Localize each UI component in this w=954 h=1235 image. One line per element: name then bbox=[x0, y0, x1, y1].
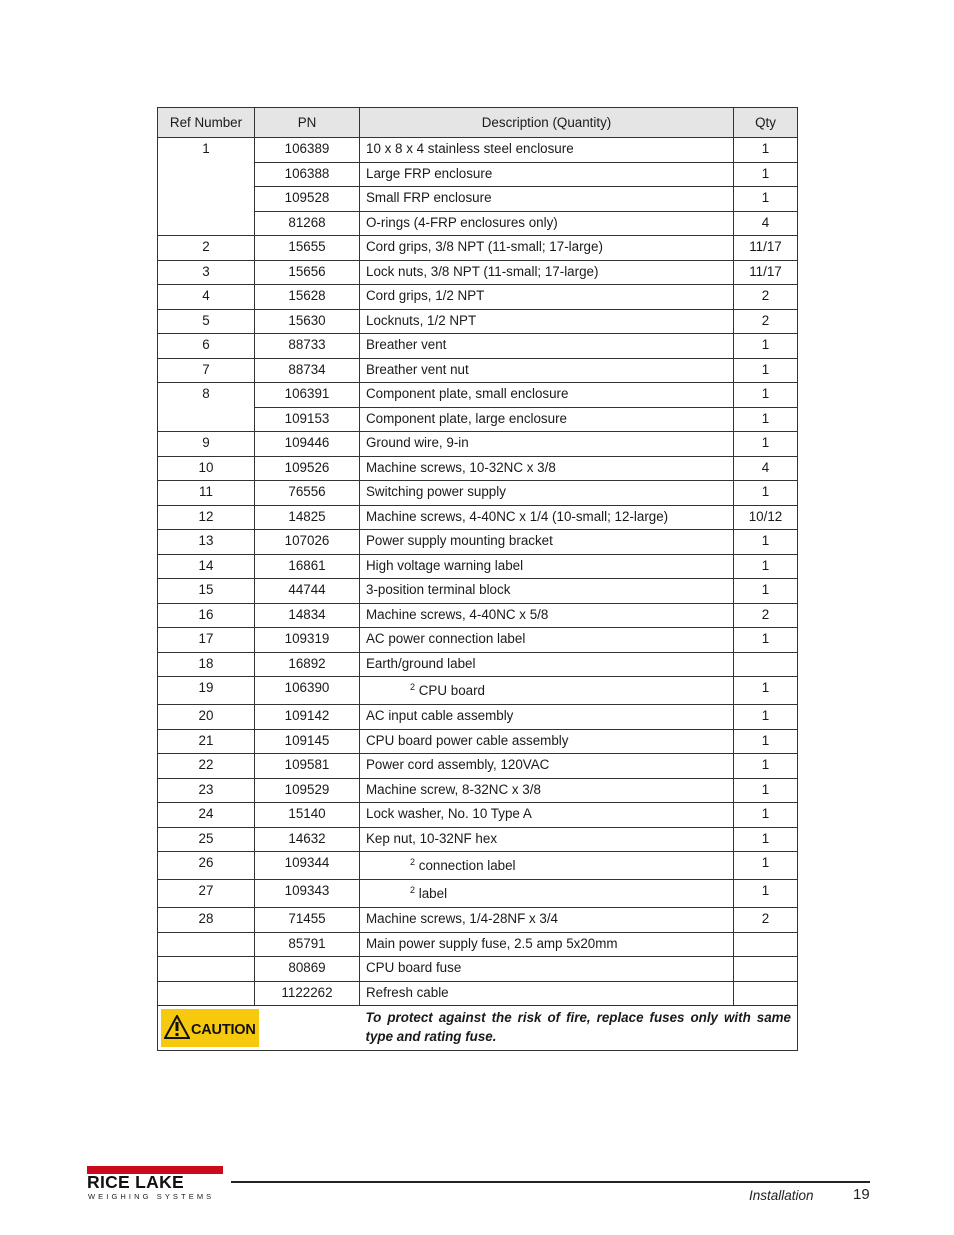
table-row bbox=[158, 880, 798, 908]
cell-ref: 22 bbox=[158, 754, 255, 779]
cell-qty: 10/12 bbox=[734, 505, 798, 530]
cell-pn: 109153 bbox=[255, 407, 360, 432]
cell-ref: 3 bbox=[158, 260, 255, 285]
cell-ref: 4 bbox=[158, 285, 255, 310]
cell-qty: 2 bbox=[734, 908, 798, 933]
cell-qty: 1 bbox=[734, 162, 798, 187]
cell-desc: O-rings (4-FRP enclosures only) bbox=[360, 211, 734, 236]
caution-label: CAUTION bbox=[191, 1022, 256, 1038]
footer-section-title: Installation bbox=[749, 1188, 814, 1203]
cell-qty: 11/17 bbox=[734, 260, 798, 285]
cell-pn: 1122262 bbox=[255, 981, 360, 1006]
table-row bbox=[158, 383, 798, 408]
cell-ref bbox=[158, 957, 255, 982]
table-row bbox=[158, 628, 798, 653]
cell-desc: Machine screws, 1/4-28NF x 3/4 bbox=[360, 908, 734, 933]
table-row bbox=[158, 908, 798, 933]
cell-ref: 24 bbox=[158, 803, 255, 828]
cell-desc: Main power supply fuse, 2.5 amp 5x20mm bbox=[360, 932, 734, 957]
cell-desc: CPU board power cable assembly bbox=[360, 729, 734, 754]
cell-ref: 14 bbox=[158, 554, 255, 579]
cell-pn: 109526 bbox=[255, 456, 360, 481]
cell-pn: 15140 bbox=[255, 803, 360, 828]
table-row bbox=[158, 309, 798, 334]
cell-ref bbox=[158, 211, 255, 236]
cell-qty: 2 bbox=[734, 285, 798, 310]
cell-desc: Lock washer, No. 10 Type A bbox=[360, 803, 734, 828]
logo-wordmark: RICE LAKE bbox=[87, 1172, 185, 1192]
cell-qty: 4 bbox=[734, 211, 798, 236]
cell-ref: 8 bbox=[158, 383, 255, 408]
cell-pn: 14632 bbox=[255, 827, 360, 852]
cell-pn: 106390 bbox=[255, 677, 360, 705]
cell-ref: 5 bbox=[158, 309, 255, 334]
caution-row bbox=[158, 1006, 798, 1051]
cell-qty: 1 bbox=[734, 827, 798, 852]
cell-desc: Component plate, small enclosure bbox=[360, 383, 734, 408]
table-row bbox=[158, 603, 798, 628]
cell-desc: Cord grips, 3/8 NPT (11-small; 17-large) bbox=[360, 236, 734, 261]
cell-pn: 15628 bbox=[255, 285, 360, 310]
cell-qty: 1 bbox=[734, 880, 798, 908]
table-row bbox=[158, 579, 798, 604]
logo-tagline: WEIGHING SYSTEMS bbox=[88, 1192, 215, 1201]
cell-pn: 109343 bbox=[255, 880, 360, 908]
cell-ref: 7 bbox=[158, 358, 255, 383]
table-row bbox=[158, 481, 798, 506]
cell-ref bbox=[158, 187, 255, 212]
table-row bbox=[158, 778, 798, 803]
cell-qty: 1 bbox=[734, 432, 798, 457]
cell-qty: 2 bbox=[734, 309, 798, 334]
table-row bbox=[158, 932, 798, 957]
description-text: label bbox=[418, 886, 448, 901]
caution-badge bbox=[161, 1009, 259, 1047]
caution-badge-cell bbox=[158, 1006, 360, 1051]
cell-qty: 1 bbox=[734, 407, 798, 432]
cell-desc: Kep nut, 10-32NF hex bbox=[360, 827, 734, 852]
description-text: CPU board bbox=[418, 683, 485, 698]
cell-desc: Switching power supply bbox=[360, 481, 734, 506]
cell-qty: 1 bbox=[734, 481, 798, 506]
cell-qty: 1 bbox=[734, 628, 798, 653]
cell-desc: Machine screws, 4-40NC x 1/4 (10-small; 12-large) bbox=[360, 505, 734, 530]
cell-pn: 14825 bbox=[255, 505, 360, 530]
footnote-marker: 2 bbox=[410, 857, 416, 867]
cell-pn: 76556 bbox=[255, 481, 360, 506]
table-row bbox=[158, 652, 798, 677]
table-row bbox=[158, 285, 798, 310]
table-row bbox=[158, 432, 798, 457]
cell-desc: Breather vent nut bbox=[360, 358, 734, 383]
cell-desc: Cord grips, 1/2 NPT bbox=[360, 285, 734, 310]
table-row bbox=[158, 754, 798, 779]
table-row bbox=[158, 358, 798, 383]
cell-desc: AC power connection label bbox=[360, 628, 734, 653]
cell-desc bbox=[360, 880, 734, 908]
cell-desc: Ground wire, 9-in bbox=[360, 432, 734, 457]
cell-desc: Earth/ground label bbox=[360, 652, 734, 677]
cell-qty: 1 bbox=[734, 579, 798, 604]
header-qty: Qty bbox=[734, 108, 798, 138]
cell-pn: 109344 bbox=[255, 852, 360, 880]
cell-qty: 1 bbox=[734, 383, 798, 408]
cell-desc bbox=[360, 677, 734, 705]
cell-ref bbox=[158, 407, 255, 432]
cell-pn: 106391 bbox=[255, 383, 360, 408]
cell-desc: Refresh cable bbox=[360, 981, 734, 1006]
cell-qty: 1 bbox=[734, 530, 798, 555]
cell-qty bbox=[734, 932, 798, 957]
table-row bbox=[158, 138, 798, 163]
footer-divider bbox=[231, 1181, 870, 1183]
table-row bbox=[158, 852, 798, 880]
cell-pn: 109581 bbox=[255, 754, 360, 779]
cell-pn: 106389 bbox=[255, 138, 360, 163]
cell-ref: 23 bbox=[158, 778, 255, 803]
cell-pn: 106388 bbox=[255, 162, 360, 187]
cell-qty: 1 bbox=[734, 334, 798, 359]
table-row bbox=[158, 260, 798, 285]
cell-pn: 109446 bbox=[255, 432, 360, 457]
cell-ref: 6 bbox=[158, 334, 255, 359]
cell-pn: 88733 bbox=[255, 334, 360, 359]
table-row bbox=[158, 957, 798, 982]
cell-desc: Locknuts, 1/2 NPT bbox=[360, 309, 734, 334]
cell-pn: 71455 bbox=[255, 908, 360, 933]
cell-qty: 2 bbox=[734, 603, 798, 628]
cell-ref: 27 bbox=[158, 880, 255, 908]
table-row bbox=[158, 554, 798, 579]
cell-qty bbox=[734, 957, 798, 982]
cell-pn: 109319 bbox=[255, 628, 360, 653]
cell-qty: 1 bbox=[734, 729, 798, 754]
cell-pn: 81268 bbox=[255, 211, 360, 236]
cell-ref: 2 bbox=[158, 236, 255, 261]
cell-qty: 1 bbox=[734, 754, 798, 779]
table-row bbox=[158, 334, 798, 359]
cell-pn: 14834 bbox=[255, 603, 360, 628]
parts-table-body bbox=[158, 138, 798, 1006]
cell-ref: 17 bbox=[158, 628, 255, 653]
cell-pn: 80869 bbox=[255, 957, 360, 982]
cell-pn: 16861 bbox=[255, 554, 360, 579]
cell-pn: 85791 bbox=[255, 932, 360, 957]
cell-desc: Machine screws, 4-40NC x 5/8 bbox=[360, 603, 734, 628]
cell-qty: 1 bbox=[734, 803, 798, 828]
table-row bbox=[158, 407, 798, 432]
cell-ref bbox=[158, 932, 255, 957]
cell-ref: 11 bbox=[158, 481, 255, 506]
table-row bbox=[158, 187, 798, 212]
cell-ref bbox=[158, 162, 255, 187]
table-row bbox=[158, 677, 798, 705]
cell-desc: 3-position terminal block bbox=[360, 579, 734, 604]
table-row bbox=[158, 827, 798, 852]
cell-desc: Machine screws, 10-32NC x 3/8 bbox=[360, 456, 734, 481]
cell-pn: 44744 bbox=[255, 579, 360, 604]
cell-pn: 16892 bbox=[255, 652, 360, 677]
cell-qty: 1 bbox=[734, 358, 798, 383]
cell-qty: 1 bbox=[734, 705, 798, 730]
cell-ref: 26 bbox=[158, 852, 255, 880]
cell-ref: 9 bbox=[158, 432, 255, 457]
cell-ref: 10 bbox=[158, 456, 255, 481]
cell-pn: 88734 bbox=[255, 358, 360, 383]
cell-desc: 10 x 8 x 4 stainless steel enclosure bbox=[360, 138, 734, 163]
cell-ref: 1 bbox=[158, 138, 255, 163]
page-number: 19 bbox=[853, 1186, 870, 1203]
cell-qty: 11/17 bbox=[734, 236, 798, 261]
cell-qty: 1 bbox=[734, 778, 798, 803]
cell-ref: 28 bbox=[158, 908, 255, 933]
header-ref-number: Ref Number bbox=[158, 108, 255, 138]
cell-qty: 1 bbox=[734, 187, 798, 212]
caution-text: To protect against the risk of fire, replace fuses only with same type and rating fuse. bbox=[360, 1006, 798, 1051]
table-header-row bbox=[158, 108, 798, 138]
header-description: Description (Quantity) bbox=[360, 108, 734, 138]
cell-pn: 109529 bbox=[255, 778, 360, 803]
table-row bbox=[158, 803, 798, 828]
header-pn: PN bbox=[255, 108, 360, 138]
cell-ref: 13 bbox=[158, 530, 255, 555]
description-text: connection label bbox=[418, 858, 516, 873]
cell-ref: 15 bbox=[158, 579, 255, 604]
cell-qty: 1 bbox=[734, 677, 798, 705]
cell-pn: 109142 bbox=[255, 705, 360, 730]
cell-desc bbox=[360, 852, 734, 880]
cell-desc: Machine screw, 8-32NC x 3/8 bbox=[360, 778, 734, 803]
cell-ref bbox=[158, 981, 255, 1006]
warning-triangle-icon bbox=[164, 1015, 190, 1039]
cell-qty bbox=[734, 652, 798, 677]
cell-qty bbox=[734, 981, 798, 1006]
table-row bbox=[158, 505, 798, 530]
table-row bbox=[158, 530, 798, 555]
cell-qty: 1 bbox=[734, 852, 798, 880]
cell-ref: 16 bbox=[158, 603, 255, 628]
cell-ref: 25 bbox=[158, 827, 255, 852]
cell-desc: CPU board fuse bbox=[360, 957, 734, 982]
cell-desc: AC input cable assembly bbox=[360, 705, 734, 730]
cell-ref: 19 bbox=[158, 677, 255, 705]
cell-qty: 4 bbox=[734, 456, 798, 481]
cell-ref: 12 bbox=[158, 505, 255, 530]
cell-ref: 21 bbox=[158, 729, 255, 754]
rice-lake-logo bbox=[87, 1166, 225, 1200]
cell-qty: 1 bbox=[734, 138, 798, 163]
parts-table bbox=[157, 107, 798, 1051]
table-row bbox=[158, 211, 798, 236]
footnote-marker: 2 bbox=[410, 885, 416, 895]
cell-pn: 15630 bbox=[255, 309, 360, 334]
cell-pn: 15656 bbox=[255, 260, 360, 285]
cell-desc: Power supply mounting bracket bbox=[360, 530, 734, 555]
table-row bbox=[158, 729, 798, 754]
table-row bbox=[158, 981, 798, 1006]
cell-ref: 18 bbox=[158, 652, 255, 677]
table-row bbox=[158, 456, 798, 481]
cell-ref: 20 bbox=[158, 705, 255, 730]
cell-pn: 109528 bbox=[255, 187, 360, 212]
footnote-marker: 2 bbox=[410, 682, 416, 692]
cell-pn: 109145 bbox=[255, 729, 360, 754]
cell-desc: High voltage warning label bbox=[360, 554, 734, 579]
cell-pn: 107026 bbox=[255, 530, 360, 555]
cell-desc: Large FRP enclosure bbox=[360, 162, 734, 187]
cell-desc: Breather vent bbox=[360, 334, 734, 359]
table-row bbox=[158, 236, 798, 261]
cell-pn: 15655 bbox=[255, 236, 360, 261]
cell-desc: Component plate, large enclosure bbox=[360, 407, 734, 432]
cell-desc: Lock nuts, 3/8 NPT (11-small; 17-large) bbox=[360, 260, 734, 285]
cell-qty: 1 bbox=[734, 554, 798, 579]
table-row bbox=[158, 162, 798, 187]
cell-desc: Small FRP enclosure bbox=[360, 187, 734, 212]
cell-desc: Power cord assembly, 120VAC bbox=[360, 754, 734, 779]
table-row bbox=[158, 705, 798, 730]
